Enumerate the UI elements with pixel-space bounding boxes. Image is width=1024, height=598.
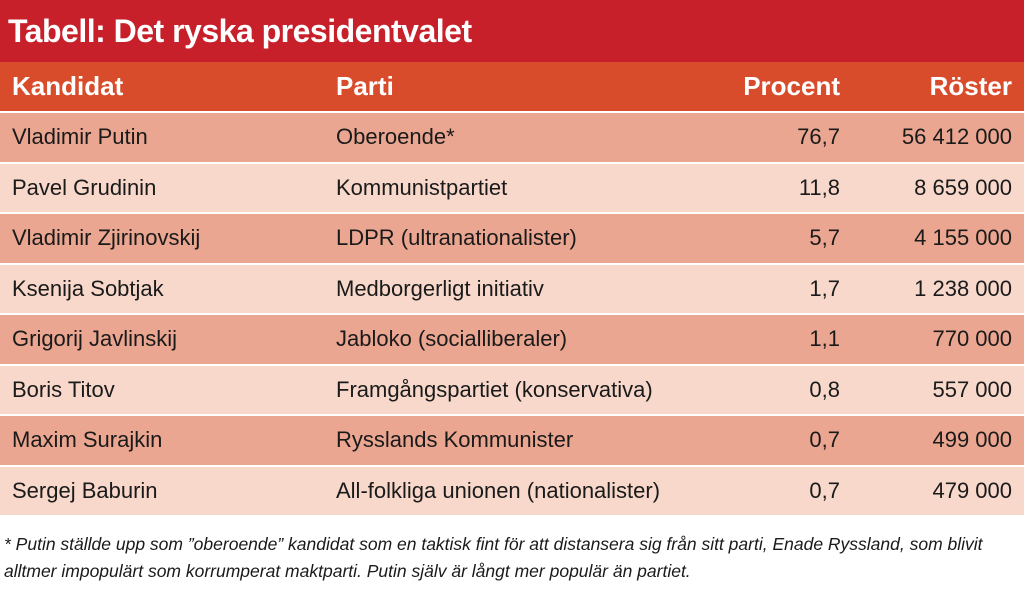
table-row — [0, 415, 1024, 466]
votes-value: 479 000 — [854, 466, 1024, 517]
candidate-name: Boris Titov — [0, 365, 324, 416]
column-header-name: Kandidat — [0, 62, 324, 112]
table-row — [0, 163, 1024, 214]
percent-value: 1,7 — [734, 264, 854, 315]
footnote: * Putin ställde upp som ”oberoende” kandidat som en taktisk fint för att distansera sig från sitt parti, Enade Ryssland, som blivit alltmer impopulärt som korrumperat maktparti. Putin själv är långt mer populär än partiet. — [4, 534, 983, 581]
column-header-percent: Procent — [734, 62, 854, 112]
election-table — [0, 62, 1024, 517]
percent-value: 0,7 — [734, 415, 854, 466]
party-name: All-folkliga unionen (nationalister) — [324, 466, 734, 517]
party-name: LDPR (ultranationalister) — [324, 213, 734, 264]
votes-value: 1 238 000 — [854, 264, 1024, 315]
votes-value: 499 000 — [854, 415, 1024, 466]
column-header-party: Parti — [324, 62, 734, 112]
table-title: Tabell: Det ryska presidentvalet — [0, 0, 1024, 62]
party-name: Framgångspartiet (konservativa) — [324, 365, 734, 416]
percent-value: 5,7 — [734, 213, 854, 264]
votes-value: 770 000 — [854, 314, 1024, 365]
table-row — [0, 112, 1024, 163]
percent-value: 0,8 — [734, 365, 854, 416]
votes-value: 8 659 000 — [854, 163, 1024, 214]
candidate-name: Maxim Surajkin — [0, 415, 324, 466]
candidate-name: Grigorij Javlinskij — [0, 314, 324, 365]
percent-value: 0,7 — [734, 466, 854, 517]
party-name: Jabloko (socialliberaler) — [324, 314, 734, 365]
table-row — [0, 213, 1024, 264]
table-row — [0, 365, 1024, 416]
party-name: Kommunistpartiet — [324, 163, 734, 214]
table-row — [0, 314, 1024, 365]
party-name: Oberoende* — [324, 112, 734, 163]
party-name: Rysslands Kommunister — [324, 415, 734, 466]
votes-value: 4 155 000 — [854, 213, 1024, 264]
candidate-name: Vladimir Putin — [0, 112, 324, 163]
header-row — [0, 62, 1024, 112]
candidate-name: Vladimir Zjirinovskij — [0, 213, 324, 264]
candidate-name: Pavel Grudinin — [0, 163, 324, 214]
votes-value: 56 412 000 — [854, 112, 1024, 163]
table-row — [0, 264, 1024, 315]
column-header-votes: Röster — [854, 62, 1024, 112]
percent-value: 76,7 — [734, 112, 854, 163]
candidate-name: Sergej Baburin — [0, 466, 324, 517]
table-row — [0, 466, 1024, 517]
candidate-name: Ksenija Sobtjak — [0, 264, 324, 315]
percent-value: 1,1 — [734, 314, 854, 365]
votes-value: 557 000 — [854, 365, 1024, 416]
percent-value: 11,8 — [734, 163, 854, 214]
party-name: Medborgerligt initiativ — [324, 264, 734, 315]
